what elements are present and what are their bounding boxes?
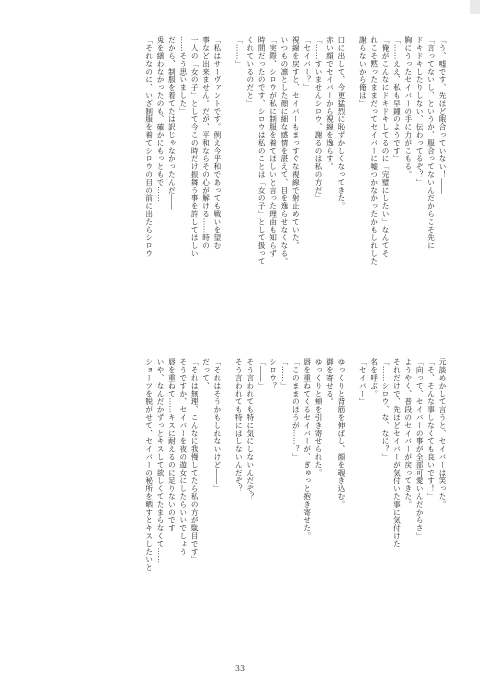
text-line: 「――」 <box>257 358 267 390</box>
text-line: 御を寄せる。 <box>325 358 335 406</box>
text-line: 「セイバー」 <box>358 358 368 406</box>
text-line: 胸にうったセイバーの手に力がこもる。 <box>403 36 413 179</box>
text-line: そうですか、セイバーを夜の遊女にしたらいいでしょう <box>178 358 188 556</box>
text-line: 「それは無理、こんなに我慢してたら私の方が駄目です」 <box>190 358 200 564</box>
text-line: 「……」 <box>234 36 244 68</box>
text-line: 「う、嘘です、先ほど眠合っていない！―― <box>438 36 447 194</box>
text-line: ショーツを脱がせて、セイバーの秘所を晒すとキスしたいと <box>144 358 154 572</box>
text-line: 「……」 <box>279 358 289 390</box>
text-line: ゆっくりと頬を引き寄せられた。 <box>314 358 324 477</box>
text-line: 「実際、シロウが私に制服を着てほしいと言った理由も知らず <box>268 36 278 258</box>
text-line: 「俺がこんなにドキドキしてるのに「完璧にしたい」なんてそ <box>381 36 391 258</box>
text-line: 時間だったのです、シロウは私のことは「女の子」として扱って <box>257 36 267 266</box>
text-line: 赤い顔でセイバーから視線を逸らす。 <box>325 36 335 171</box>
text-line: ……そう思いました」 <box>178 36 188 115</box>
text-line: 「私はサーヴァントです。例え今平和であっても戦いを望む <box>212 36 222 250</box>
text-line: 唇を重ねて……キスに耐えるのに足りないのです <box>167 358 177 532</box>
text-line: 事など出来ません。だが、平和ならその心が解ける……時の <box>201 36 211 250</box>
text-line: シロウ？ <box>268 358 278 390</box>
bottom-text-block <box>144 358 446 642</box>
text-line: 一人の「女の子」として今この時だけ振舞う事を許してほしい <box>190 36 200 258</box>
text-line: 「……すいませんシロウ、謝るのは私の方だ」 <box>314 36 324 202</box>
text-line: 口に出して、今更猛烈に恥ずかしくなってきた。 <box>336 36 346 210</box>
text-line: 「それなのに、いざ制服を着てシロウの目の前に出たらシロウ <box>144 36 154 258</box>
text-line: いや、なんだかずっとキスして欲しくてたまらなくて…… <box>156 358 166 564</box>
page-number: 33 <box>234 664 246 673</box>
text-line: 「このままのほうが……？」 <box>291 358 301 461</box>
text-line: 元談めかして言うと、セイバーは笑った。 <box>438 358 447 509</box>
text-line: れこそ黙ったままだってセイバーに嘘つかなかったかもしれした <box>369 36 379 266</box>
text-line: だから、制服を着てたは訳じゃなかったんだ―― <box>167 36 177 210</box>
text-line: 「……ええ、私も早鐘のようです」 <box>392 36 402 163</box>
text-line: ようやく、普段のセイバーが戻ってきた。 <box>403 358 413 509</box>
corner-mark <box>470 0 480 14</box>
text-line: 兎を繕わなかったのも、確かにもっともで…… <box>156 36 166 202</box>
text-line: 名を呼ぶ。 <box>369 358 379 398</box>
text-line: くれているのだと」 <box>245 36 255 108</box>
text-line: いつもの凛とした顔に細な感情を湛えて、目を逸らせなくなる。 <box>279 36 289 266</box>
text-line: そう言われても特に気にしないんだぞ？ <box>245 358 255 501</box>
text-line: それだけで、先ほどセイバーが気付いた事に気付けた <box>392 358 402 548</box>
text-line: 唇を重ねてくるセイバーが、ぎゅっと抱き寄せた。 <box>302 358 312 540</box>
top-text-block <box>144 36 446 320</box>
text-line: 「言ってないし、というか、服合ってないんだからこそ先に <box>426 36 436 250</box>
text-line: ドキドキしたりしない、伝わってるぞ？」 <box>415 36 425 187</box>
text-line: 「それはそうかもしれないけど――」 <box>212 358 222 493</box>
text-line: 「そ、そんな事しなくても良いです！」 <box>426 358 436 501</box>
text-line: だって、 <box>201 358 211 390</box>
text-line: 「セイバー？」 <box>302 36 312 92</box>
text-line: 「向って、セイバーの事が全部可愛いんだからさ」 <box>415 358 425 540</box>
text-line: そう言われても特にはしないんだぞ？ <box>234 358 244 493</box>
text-line: 視線を戻すと、セイバーもまっすぐな視線で射止めていた。 <box>291 36 301 250</box>
text-line: ゆっくりと背筋を伸ばし、顔を覗き込む。 <box>336 358 346 509</box>
text-line: 「……シロウ、な、なに？」 <box>381 358 391 461</box>
text-line: 謝らないから俺は」 <box>358 36 368 108</box>
